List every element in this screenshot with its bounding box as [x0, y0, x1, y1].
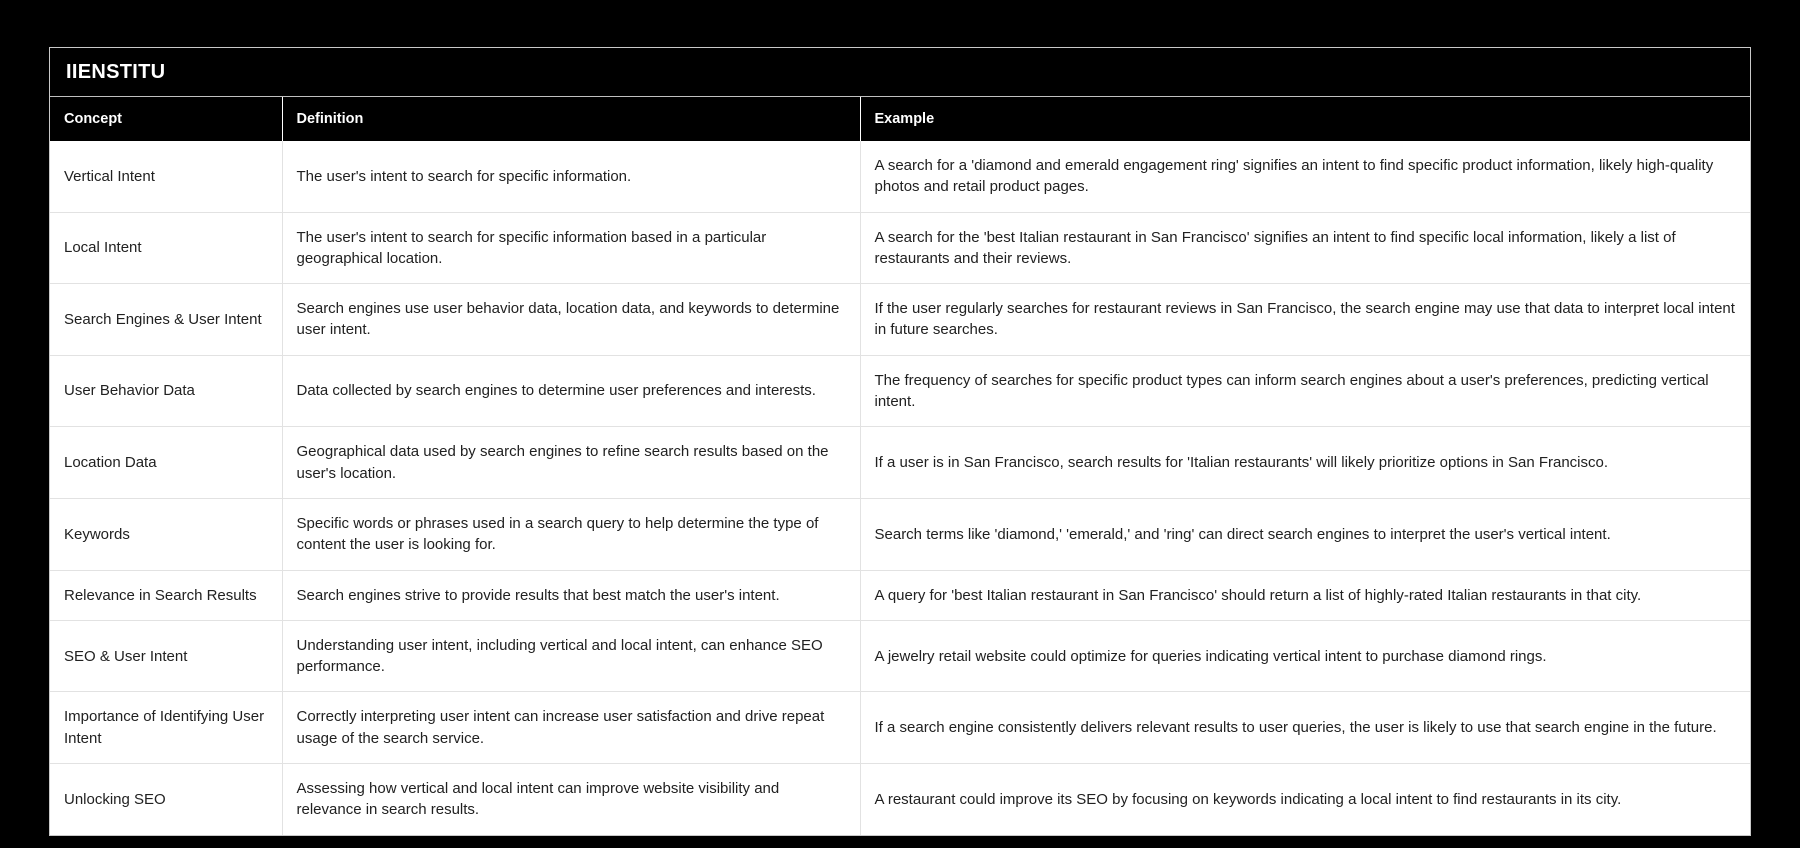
table-row	[50, 355, 1750, 427]
cell-definition: The user's intent to search for specific information based in a particular geographical location.	[282, 212, 860, 284]
cell-example: The frequency of searches for specific product types can inform search engines about a user's preferences, predicting vertical intent.	[860, 355, 1750, 427]
cell-concept: Relevance in Search Results	[50, 570, 282, 620]
cell-definition: Correctly interpreting user intent can increase user satisfaction and drive repeat usage of the search service.	[282, 692, 860, 764]
cell-example: A jewelry retail website could optimize for queries indicating vertical intent to purchase diamond rings.	[860, 620, 1750, 692]
cell-concept: Vertical Intent	[50, 141, 282, 212]
cell-example: A search for the 'best Italian restaurant in San Francisco' signifies an intent to find specific local information, likely a list of restaurants and their reviews.	[860, 212, 1750, 284]
table-row	[50, 141, 1750, 212]
table-row	[50, 570, 1750, 620]
cell-concept: Keywords	[50, 498, 282, 570]
cell-concept: User Behavior Data	[50, 355, 282, 427]
table-header-row	[50, 97, 1750, 141]
cell-example: A query for 'best Italian restaurant in San Francisco' should return a list of highly-rated Italian restaurants in that city.	[860, 570, 1750, 620]
knowledge-table-card	[49, 47, 1751, 836]
column-header-example: Example	[860, 97, 1750, 141]
cell-definition: Geographical data used by search engines to refine search results based on the user's location.	[282, 427, 860, 499]
cell-example: A restaurant could improve its SEO by focusing on keywords indicating a local intent to find restaurants in its city.	[860, 764, 1750, 835]
column-header-definition: Definition	[282, 97, 860, 141]
cell-concept: SEO & User Intent	[50, 620, 282, 692]
column-header-concept: Concept	[50, 97, 282, 141]
cell-example: If the user regularly searches for restaurant reviews in San Francisco, the search engine may use that data to interpret local intent in future searches.	[860, 284, 1750, 356]
table-row	[50, 692, 1750, 764]
table-row	[50, 284, 1750, 356]
cell-definition: Assessing how vertical and local intent can improve website visibility and relevance in search results.	[282, 764, 860, 835]
cell-concept: Unlocking SEO	[50, 764, 282, 835]
cell-definition: Data collected by search engines to determine user preferences and interests.	[282, 355, 860, 427]
cell-definition: Search engines use user behavior data, location data, and keywords to determine user intent.	[282, 284, 860, 356]
table-row	[50, 212, 1750, 284]
cell-definition: Understanding user intent, including vertical and local intent, can enhance SEO performance.	[282, 620, 860, 692]
cell-concept: Importance of Identifying User Intent	[50, 692, 282, 764]
brand-title: IIENSTITU	[66, 61, 166, 83]
table-row	[50, 764, 1750, 835]
brand-header	[50, 48, 1750, 97]
table-row	[50, 620, 1750, 692]
cell-concept: Location Data	[50, 427, 282, 499]
cell-example: If a user is in San Francisco, search results for 'Italian restaurants' will likely prioritize options in San Francisco.	[860, 427, 1750, 499]
cell-concept: Search Engines & User Intent	[50, 284, 282, 356]
table-header	[50, 97, 1750, 141]
cell-example: Search terms like 'diamond,' 'emerald,' and 'ring' can direct search engines to interpret the user's vertical intent.	[860, 498, 1750, 570]
cell-definition: The user's intent to search for specific information.	[282, 141, 860, 212]
cell-definition: Search engines strive to provide results that best match the user's intent.	[282, 570, 860, 620]
cell-concept: Local Intent	[50, 212, 282, 284]
table-row	[50, 498, 1750, 570]
table-body	[50, 141, 1750, 835]
cell-example: A search for a 'diamond and emerald engagement ring' signifies an intent to find specific product information, likely high-quality photos and retail product pages.	[860, 141, 1750, 212]
table-row	[50, 427, 1750, 499]
cell-example: If a search engine consistently delivers relevant results to user queries, the user is likely to use that search engine in the future.	[860, 692, 1750, 764]
concept-definition-example-table	[50, 97, 1750, 835]
cell-definition: Specific words or phrases used in a search query to help determine the type of content the user is looking for.	[282, 498, 860, 570]
